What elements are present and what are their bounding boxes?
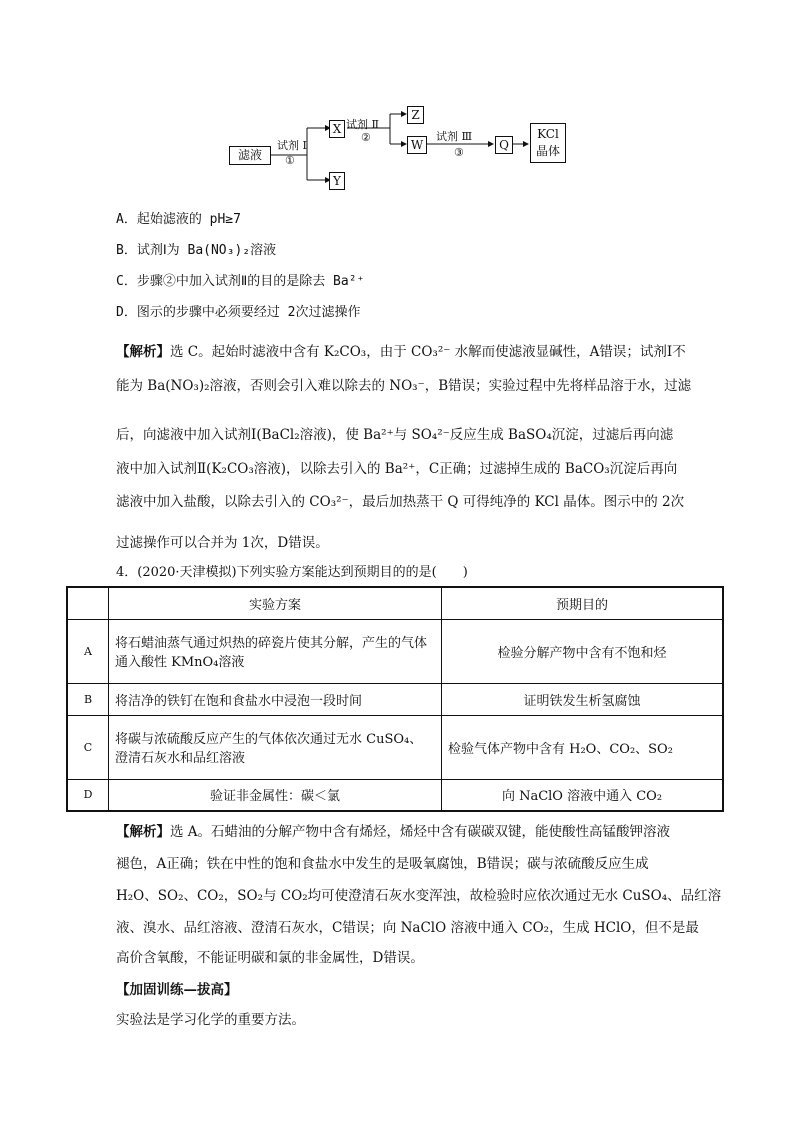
row-label: A — [67, 619, 109, 683]
flow-reagent1: 试剂 Ⅰ — [277, 139, 307, 152]
row-goal: 证明铁发生析氢腐蚀 — [442, 683, 724, 715]
flow-product-box — [530, 123, 566, 163]
row-label: D — [67, 779, 109, 811]
row-plan: 将碳与浓硫酸反应产生的气体依次通过无水 CuSO₄、澄清石灰水和品红溶液 — [109, 715, 442, 779]
flow-w-box: W — [407, 136, 427, 154]
flow-product-line1: KCl — [537, 127, 559, 141]
analysis2-tag: 【解析】 — [116, 824, 170, 840]
table-header-goal: 预期目的 — [442, 587, 724, 619]
option-b: B．试剂Ⅰ为 Ba(NO₃)₂溶液 — [116, 243, 277, 258]
section-title: 【加固训练—拔高】 — [116, 982, 238, 998]
table-row — [67, 779, 723, 811]
flow-q-box: Q — [495, 136, 513, 154]
option-a: A．起始滤液的 pH≥7 — [116, 212, 241, 227]
row-goal: 检验气体产物中含有 H₂O、CO₂、SO₂ — [442, 715, 724, 779]
flow-reagent2: 试剂 Ⅱ — [346, 118, 379, 131]
analysis1-line1: 【解析】选 C。起始时滤液中含有 K₂CO₃，由于 CO₃²⁻ 水解而使滤液显碱性，A错误；试剂Ⅰ不 — [116, 344, 686, 360]
row-plan: 验证非金属性：碳＜氯 — [109, 779, 442, 811]
option-d: D．图示的步骤中必须要经过 2次过滤操作 — [116, 305, 361, 320]
analysis1-line2: 能为 Ba(NO₃)₂溶液，否则会引入难以除去的 NO₃⁻，B错误；实验过程中先将样品溶于水，过滤 — [116, 378, 692, 394]
analysis1-tag: 【解析】 — [116, 344, 170, 360]
flow-product-line2: 晶体 — [535, 144, 560, 158]
analysis2-line2: 褪色，A正确；铁在中性的饱和食盐水中发生的是吸氧腐蚀，B错误；碳与浓硫酸反应生成 — [116, 856, 649, 872]
row-label: C — [67, 715, 109, 779]
experiment-table — [66, 586, 724, 812]
analysis2-line4: 液、溴水、品红溶液、澄清石灰水，C错误；向 NaClO 溶液中通入 CO₂，生成 HClO，但不是最 — [116, 920, 699, 936]
flow-x-box: X — [329, 120, 345, 138]
table-row — [67, 619, 723, 683]
analysis2-line1: 【解析】选 A。石蜡油的分解产物中含有烯烃，烯烃中含有碳碳双键，能使酸性高锰酸钾溶液 — [116, 824, 671, 840]
flow-step1: ① — [285, 154, 295, 167]
flow-y-box: Y — [329, 172, 345, 190]
table-header-empty — [67, 587, 109, 619]
analysis1-line4: 液中加入试剂Ⅱ(K₂CO₃溶液)，以除去引入的 Ba²⁺，C正确；过滤掉生成的 BaCO₃沉淀后再向 — [116, 461, 678, 477]
question-4: 4．(2020·天津模拟)下列实验方案能达到预期目的的是( ) — [116, 565, 468, 580]
row-goal: 向 NaClO 溶液中通入 CO₂ — [442, 779, 724, 811]
option-c: C．步骤②中加入试剂Ⅱ的目的是除去 Ba²⁺ — [116, 274, 365, 289]
row-plan: 将洁净的铁钉在饱和食盐水中浸泡一段时间 — [109, 683, 442, 715]
table-row — [67, 715, 723, 779]
flow-reagent3: 试剂 Ⅲ — [436, 130, 473, 143]
flow-start-box: 滤液 — [229, 146, 271, 165]
analysis1-line3: 后，向滤液中加入试剂Ⅰ(BaCl₂溶液)，使 Ba²⁺与 SO₄²⁻反应生成 BaSO₄沉淀，过滤后再向滤 — [116, 427, 674, 443]
flow-z-box: Z — [407, 106, 424, 124]
flow-step3: ③ — [454, 146, 464, 159]
analysis1-line6: 过滤操作可以合并为 1次，D错误。 — [116, 535, 329, 551]
analysis1-line5: 滤液中加入盐酸，以除去引入的 CO₃²⁻，最后加热蒸干 Q 可得纯净的 KCl 晶体。图示中的 2次 — [116, 494, 685, 510]
flow-step2: ② — [361, 131, 371, 144]
row-plan: 将石蜡油蒸气通过炽热的碎瓷片使其分解，产生的气体通入酸性 KMnO₄溶液 — [109, 619, 442, 683]
analysis2-line3: H₂O、SO₂、CO₂，SO₂与 CO₂均可使澄清石灰水变浑浊，故检验时应依次通过无水 CuSO₄、品红溶 — [116, 888, 722, 904]
table-row — [67, 683, 723, 715]
closing-text: 实验法是学习化学的重要方法。 — [116, 1012, 305, 1028]
table-header-row — [67, 587, 723, 619]
analysis2-line5: 高价含氧酸，不能证明碳和氯的非金属性，D错误。 — [116, 950, 424, 966]
table-header-plan: 实验方案 — [109, 587, 442, 619]
row-goal: 检验分解产物中含有不饱和烃 — [442, 619, 724, 683]
row-label: B — [67, 683, 109, 715]
